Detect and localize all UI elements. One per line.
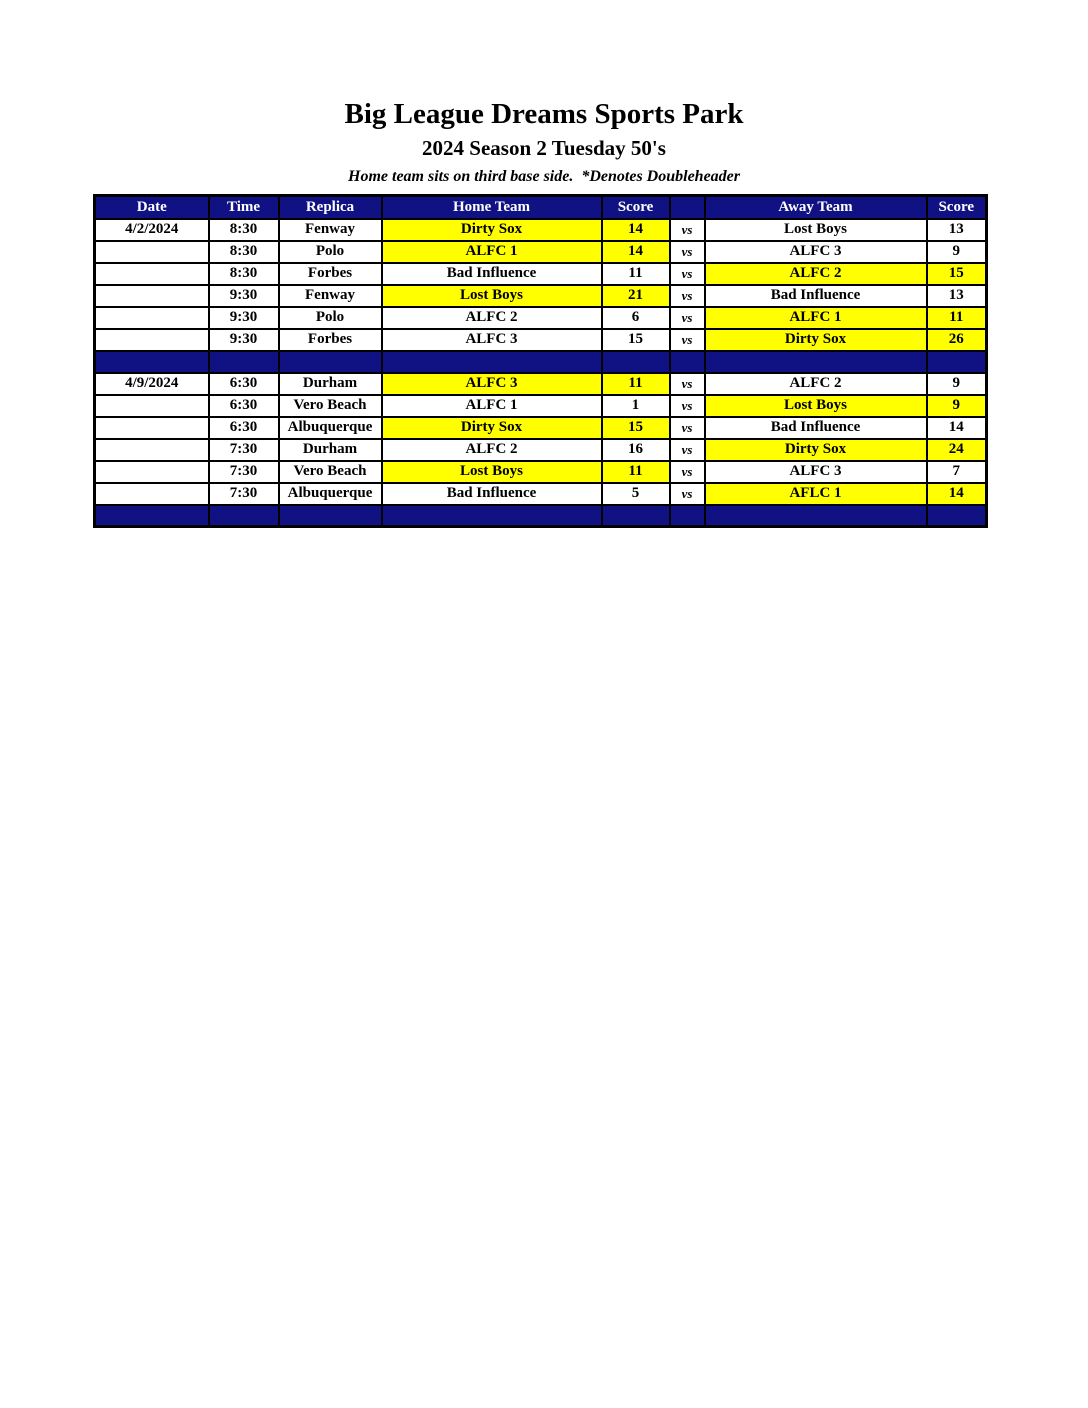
separator-cell [382,505,602,527]
time-cell: 9:30 [209,329,279,351]
vs-cell: vs [670,307,705,329]
header-vs [670,196,705,219]
date-cell [95,417,209,439]
vs-cell: vs [670,219,705,241]
game-row [95,329,987,351]
game-row [95,417,987,439]
replica-cell: Durham [279,439,382,461]
separator-cell [927,351,987,373]
time-cell: 6:30 [209,395,279,417]
schedule-table-body [95,219,987,527]
away-team-cell: Bad Influence [705,417,927,439]
away-score-cell: 9 [927,395,987,417]
time-cell: 9:30 [209,285,279,307]
game-row [95,483,987,505]
home-score-cell: 11 [602,461,670,483]
time-cell: 6:30 [209,373,279,395]
game-row [95,263,987,285]
vs-cell: vs [670,263,705,285]
away-team-cell: ALFC 3 [705,241,927,263]
home-team-cell: Dirty Sox [382,219,602,241]
header-home-score: Score [602,196,670,219]
vs-cell: vs [670,373,705,395]
away-score-cell: 11 [927,307,987,329]
date-cell [95,461,209,483]
separator-cell [670,505,705,527]
header-away-score: Score [927,196,987,219]
time-cell: 8:30 [209,263,279,285]
date-cell [95,483,209,505]
away-team-cell: ALFC 3 [705,461,927,483]
time-cell: 6:30 [209,417,279,439]
away-score-cell: 14 [927,483,987,505]
home-team-cell: Bad Influence [382,483,602,505]
game-row [95,285,987,307]
separator-cell [670,351,705,373]
away-team-cell: ALFC 2 [705,373,927,395]
page-title: Big League Dreams Sports Park [344,98,744,130]
home-score-cell: 6 [602,307,670,329]
date-cell: 4/9/2024 [95,373,209,395]
table-header-row [95,196,987,219]
away-team-cell: Lost Boys [705,395,927,417]
away-score-cell: 9 [927,241,987,263]
game-row [95,219,987,241]
separator-cell [602,505,670,527]
home-team-cell: ALFC 3 [382,373,602,395]
home-score-cell: 11 [602,263,670,285]
game-row [95,395,987,417]
header-replica: Replica [279,196,382,219]
date-cell [95,395,209,417]
date-cell [95,329,209,351]
home-team-cell: ALFC 1 [382,241,602,263]
away-team-cell: ALFC 1 [705,307,927,329]
time-cell: 7:30 [209,461,279,483]
home-team-cell: ALFC 1 [382,395,602,417]
away-score-cell: 13 [927,219,987,241]
header-home-team: Home Team [382,196,602,219]
header-date: Date [95,196,209,219]
home-score-cell: 14 [602,219,670,241]
home-team-cell: ALFC 3 [382,329,602,351]
replica-cell: Vero Beach [279,461,382,483]
replica-cell: Vero Beach [279,395,382,417]
separator-cell [279,351,382,373]
vs-cell: vs [670,461,705,483]
date-cell [95,241,209,263]
vs-cell: vs [670,285,705,307]
away-score-cell: 9 [927,373,987,395]
time-cell: 7:30 [209,483,279,505]
page-subtitle: 2024 Season 2 Tuesday 50's [422,136,666,160]
away-team-cell: Lost Boys [705,219,927,241]
separator-row [95,351,987,373]
replica-cell: Fenway [279,219,382,241]
game-row [95,461,987,483]
separator-cell [95,505,209,527]
home-score-cell: 16 [602,439,670,461]
time-cell: 8:30 [209,241,279,263]
separator-cell [279,505,382,527]
game-row [95,439,987,461]
home-score-cell: 11 [602,373,670,395]
away-score-cell: 14 [927,417,987,439]
separator-cell [705,351,927,373]
separator-cell [602,351,670,373]
home-team-cell: Dirty Sox [382,417,602,439]
vs-cell: vs [670,417,705,439]
home-score-cell: 21 [602,285,670,307]
vs-cell: vs [670,439,705,461]
replica-cell: Polo [279,241,382,263]
home-team-cell: Bad Influence [382,263,602,285]
time-cell: 7:30 [209,439,279,461]
time-cell: 8:30 [209,219,279,241]
replica-cell: Durham [279,373,382,395]
game-row [95,373,987,395]
replica-cell: Forbes [279,329,382,351]
vs-cell: vs [670,329,705,351]
page-note: Home team sits on third base side. *Denotes Doubleheader [348,168,740,185]
separator-cell [705,505,927,527]
separator-cell [382,351,602,373]
away-team-cell: AFLC 1 [705,483,927,505]
home-score-cell: 5 [602,483,670,505]
away-team-cell: Dirty Sox [705,439,927,461]
vs-cell: vs [670,241,705,263]
home-team-cell: ALFC 2 [382,439,602,461]
separator-row [95,505,987,527]
separator-cell [209,351,279,373]
date-cell [95,263,209,285]
header-time: Time [209,196,279,219]
header-away-team: Away Team [705,196,927,219]
away-score-cell: 24 [927,439,987,461]
home-score-cell: 15 [602,329,670,351]
home-score-cell: 15 [602,417,670,439]
home-team-cell: Lost Boys [382,461,602,483]
away-team-cell: ALFC 2 [705,263,927,285]
vs-cell: vs [670,483,705,505]
replica-cell: Forbes [279,263,382,285]
away-score-cell: 26 [927,329,987,351]
date-cell [95,439,209,461]
date-cell: 4/2/2024 [95,219,209,241]
date-cell [95,285,209,307]
date-cell [95,307,209,329]
vs-cell: vs [670,395,705,417]
home-team-cell: Lost Boys [382,285,602,307]
time-cell: 9:30 [209,307,279,329]
away-score-cell: 7 [927,461,987,483]
away-team-cell: Bad Influence [705,285,927,307]
home-score-cell: 1 [602,395,670,417]
separator-cell [95,351,209,373]
separator-cell [927,505,987,527]
away-score-cell: 15 [927,263,987,285]
game-row [95,307,987,329]
away-team-cell: Dirty Sox [705,329,927,351]
replica-cell: Polo [279,307,382,329]
home-team-cell: ALFC 2 [382,307,602,329]
replica-cell: Albuquerque [279,417,382,439]
game-row [95,241,987,263]
home-score-cell: 14 [602,241,670,263]
schedule-table [93,194,988,528]
replica-cell: Albuquerque [279,483,382,505]
replica-cell: Fenway [279,285,382,307]
away-score-cell: 13 [927,285,987,307]
separator-cell [209,505,279,527]
